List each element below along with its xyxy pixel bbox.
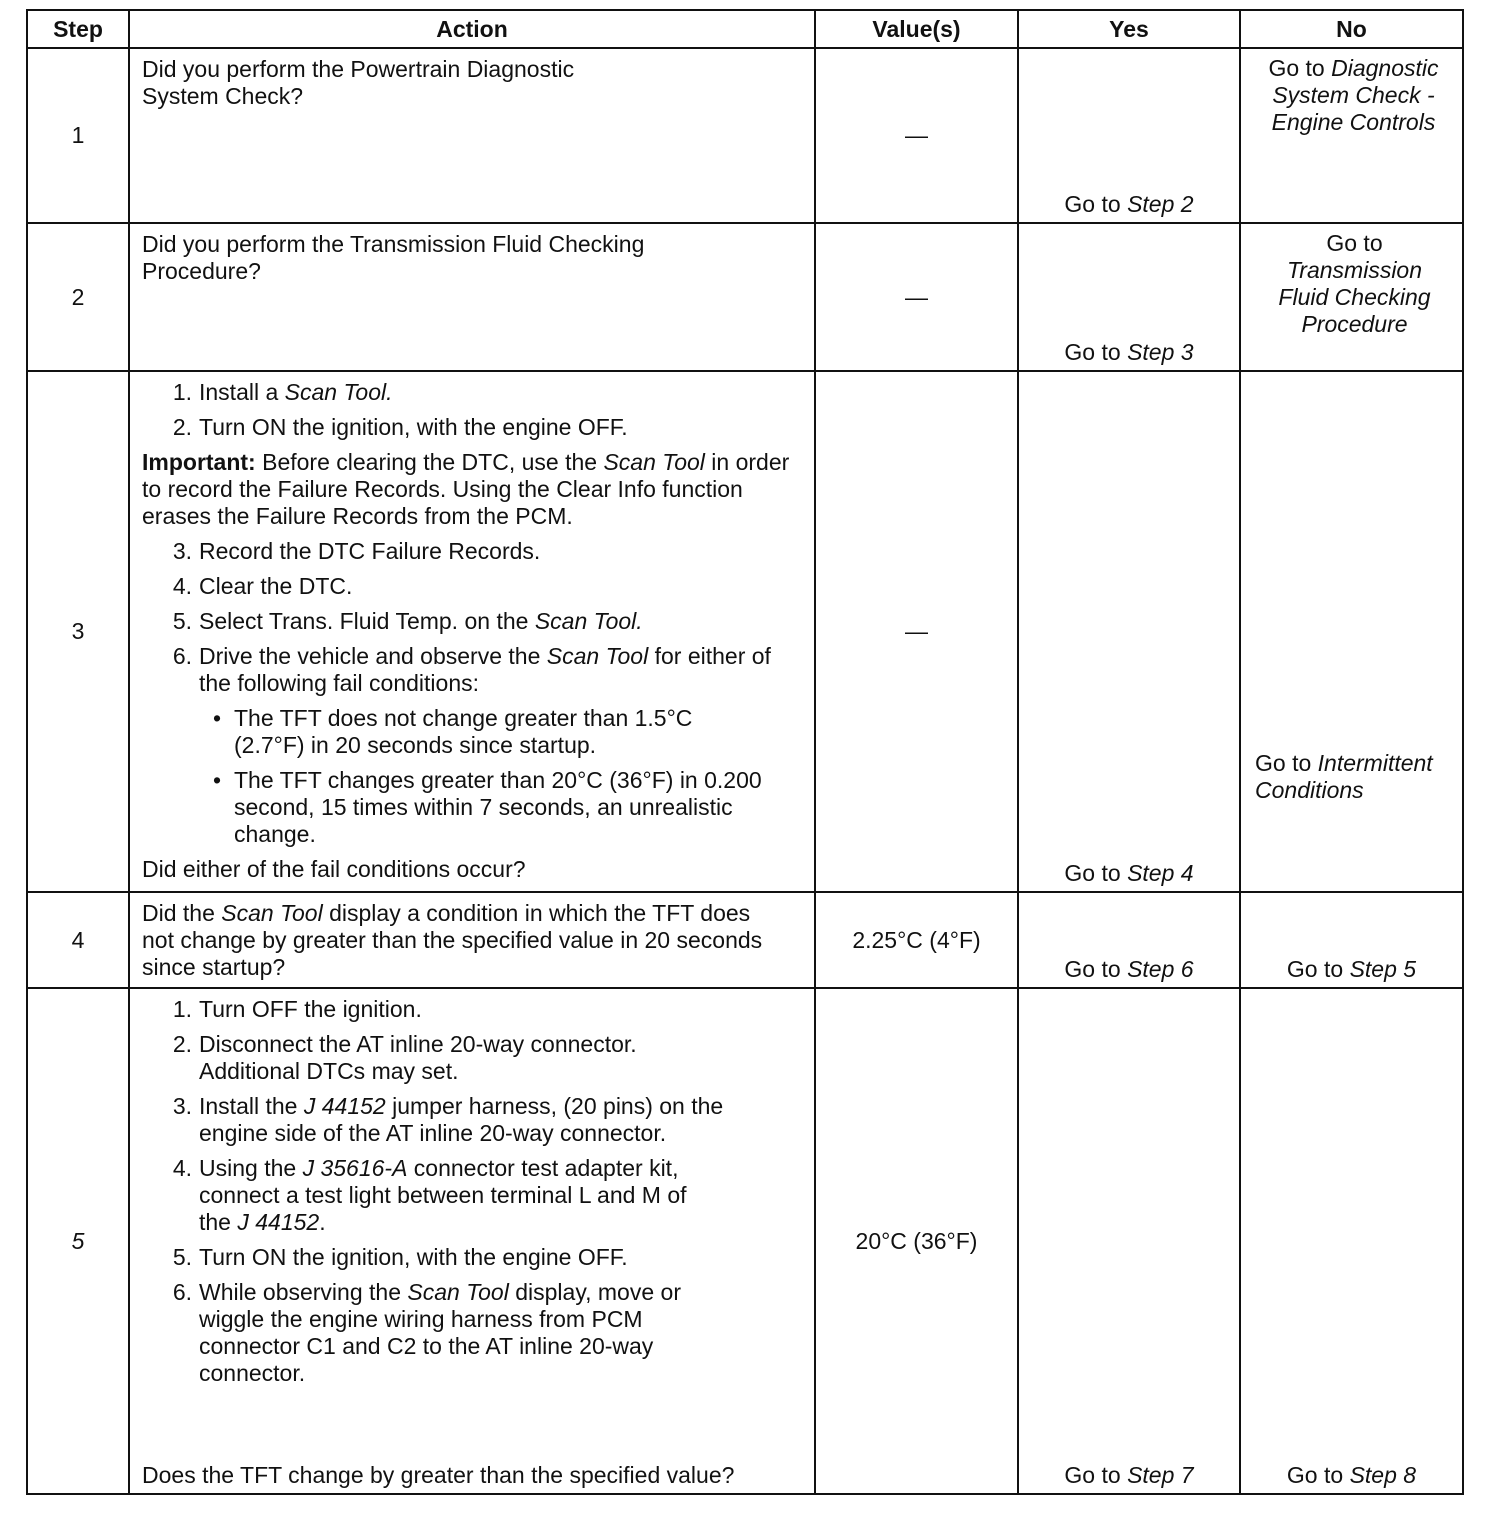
step-number: 4 — [27, 892, 129, 988]
step-number: 3 — [27, 371, 129, 892]
header-yes: Yes — [1018, 10, 1240, 48]
question-text: Does the TFT change by greater than the specified value? — [142, 1462, 735, 1488]
no-cell — [1240, 223, 1463, 371]
header-row — [27, 10, 1463, 48]
substep: 2. Disconnect the AT inline 20-way connector. Additional DTCs may set. — [172, 1031, 637, 1084]
no-goto[interactable]: Go to Step 8 — [1286, 1462, 1417, 1488]
yes-goto[interactable]: Go to Step 6 — [1064, 956, 1194, 982]
action-text: Did you perform the Powertrain Diagnostic System Check? — [142, 56, 575, 109]
action-cell — [129, 892, 815, 988]
substep: 3. Record the DTC Failure Records. — [172, 538, 541, 564]
value-cell: — — [815, 48, 1018, 223]
no-cell — [1240, 988, 1463, 1494]
header-values: Value(s) — [815, 10, 1018, 48]
no-goto[interactable]: Go to Intermittent Conditions — [1255, 750, 1433, 803]
substep: 2. Turn ON the ignition, with the engine OFF. — [172, 414, 628, 440]
diagnostic-table — [26, 9, 1464, 1495]
substep: 5. Select Trans. Fluid Temp. on the Scan Tool. — [172, 608, 643, 634]
table-row — [27, 892, 1463, 988]
yes-goto[interactable]: Go to Step 2 — [1064, 191, 1194, 217]
action-cell — [129, 988, 815, 1494]
no-goto[interactable]: Go to Step 5 — [1286, 956, 1417, 982]
yes-cell — [1018, 371, 1240, 892]
yes-cell — [1018, 48, 1240, 223]
action-cell — [129, 371, 815, 892]
substep: 4. Using the J 35616-A connector test adapter kit, connect a test light between terminal L and M of the J 44152. — [172, 1155, 687, 1235]
step-number: 5 — [27, 988, 129, 1494]
header-action: Action — [129, 10, 815, 48]
substep: 3. Install the J 44152 jumper harness, (20 pins) on the engine side of the AT inline 20-way connector. — [172, 1093, 724, 1146]
question-text: Did either of the fail conditions occur? — [142, 856, 526, 882]
header-step: Step — [27, 10, 129, 48]
yes-cell — [1018, 988, 1240, 1494]
step-number: 1 — [27, 48, 129, 223]
yes-cell — [1018, 223, 1240, 371]
value-cell: 20°C (36°F) — [815, 988, 1018, 1494]
value-cell: — — [815, 371, 1018, 892]
yes-goto[interactable]: Go to Step 7 — [1064, 1462, 1194, 1488]
substep: 5. Turn ON the ignition, with the engine OFF. — [172, 1244, 628, 1270]
no-goto[interactable]: Go to Transmission Fluid Checking Procedure — [1278, 230, 1431, 337]
substep-list — [142, 996, 794, 1387]
table-row — [27, 988, 1463, 1494]
value-cell: — — [815, 223, 1018, 371]
substep: 4. Clear the DTC. — [172, 573, 353, 599]
important-note: Important: Before clearing the DTC, use the Scan Tool in order to record the Failure Records. Using the Clear Info function erases the Failure Records from the PCM. — [142, 449, 790, 529]
yes-goto[interactable]: Go to Step 4 — [1064, 860, 1194, 886]
no-cell — [1240, 371, 1463, 892]
substep: 1. Install a Scan Tool. — [172, 379, 393, 405]
bullet-list — [199, 705, 804, 848]
step-number: 2 — [27, 223, 129, 371]
substep: 1. Turn OFF the ignition. — [172, 996, 422, 1022]
table-row — [27, 371, 1463, 892]
action-cell — [129, 48, 815, 223]
bullet-item: • The TFT changes greater than 20°C (36°F) in 0.200 second, 15 times within 7 seconds, an unrealistic change. — [213, 767, 762, 847]
no-cell — [1240, 892, 1463, 988]
table-row — [27, 48, 1463, 223]
no-cell — [1240, 48, 1463, 223]
header-no: No — [1240, 10, 1463, 48]
substep: 6. Drive the vehicle and observe the Scan Tool for either of the following fail conditions: • The TFT does not change greater than 1.5°C (2.7°F) in 20 seconds since startup. • The TFT changes greater than 20°C (36°F) in 0.200 second, 15 times within 7 seconds, an unrealistic change. — [142, 643, 804, 848]
substep-list — [142, 538, 804, 848]
yes-goto[interactable]: Go to Step 3 — [1064, 339, 1194, 365]
substep-list — [142, 379, 804, 441]
action-cell — [129, 223, 815, 371]
table-row — [27, 223, 1463, 371]
no-goto[interactable]: Go to Diagnostic System Check - Engine Controls — [1268, 55, 1439, 135]
bullet-item: • The TFT does not change greater than 1.5°C (2.7°F) in 20 seconds since startup. — [213, 705, 693, 758]
action-text: Did you perform the Transmission Fluid Checking Procedure? — [142, 231, 645, 284]
substep: 6. While observing the Scan Tool display, move or wiggle the engine wiring harness from PCM connector C1 and C2 to the AT inline 20-way connector. — [172, 1279, 681, 1386]
yes-cell — [1018, 892, 1240, 988]
action-text: Did the Scan Tool display a condition in which the TFT does not change by greater than the specified value in 20 seconds since startup? — [142, 900, 763, 980]
value-cell: 2.25°C (4°F) — [815, 892, 1018, 988]
